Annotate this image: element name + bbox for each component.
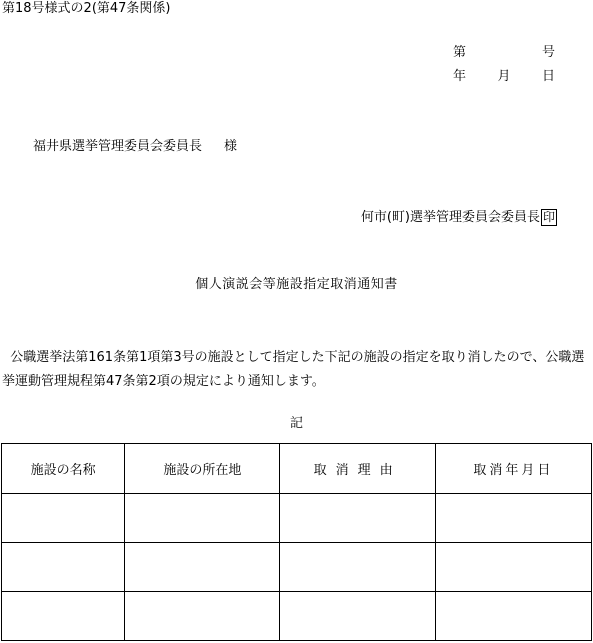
sender-name: 何市(町)選挙管理委員会委員長 — [360, 209, 540, 225]
date-month: 月 — [497, 69, 511, 84]
body-text: 公職選挙法第161条第1項第3号の施設として指定した下記の施設の指定を取り消したので、公職選挙運動管理規程第47条第2項の規定により通知します。 — [2, 350, 585, 389]
table-cell[interactable] — [435, 592, 591, 641]
table-cell[interactable] — [125, 543, 280, 592]
table-cell[interactable] — [125, 592, 280, 641]
seal-mark: 印 — [542, 210, 555, 224]
recipient-honorific: 様 — [224, 139, 238, 154]
number-dai: 第 — [453, 45, 467, 60]
details-table — [1, 443, 592, 641]
recipient — [33, 139, 237, 155]
table-cell[interactable] — [2, 592, 125, 641]
table-cell[interactable] — [280, 494, 435, 543]
number-gou: 号 — [541, 45, 555, 60]
table-header-row — [2, 444, 592, 494]
table-cell[interactable] — [2, 494, 125, 543]
body-paragraph — [2, 346, 592, 394]
table-row — [2, 592, 592, 641]
ki-heading: 記 — [289, 416, 303, 431]
table-cell[interactable] — [435, 543, 591, 592]
header-facility-location: 施設の所在地 — [125, 444, 280, 494]
date-year: 年 — [453, 69, 467, 84]
number-line — [453, 45, 555, 61]
table-row — [2, 543, 592, 592]
header-facility-name: 施設の名称 — [2, 444, 125, 494]
document-title: 個人演説会等施設指定取消通知書 — [195, 277, 398, 292]
form-number: 第18号様式の2(第47条関係) — [2, 1, 171, 16]
date-line — [453, 69, 555, 85]
table-cell[interactable] — [2, 543, 125, 592]
recipient-name: 福井県選挙管理委員会委員長 — [33, 139, 203, 154]
date-day: 日 — [541, 69, 555, 84]
table-row — [2, 494, 592, 543]
header-revocation-reason: 取消理由 — [280, 444, 435, 494]
table-cell[interactable] — [280, 543, 435, 592]
header-revocation-date: 取消年月日 — [435, 444, 591, 494]
table-cell[interactable] — [280, 592, 435, 641]
table-cell[interactable] — [435, 494, 591, 543]
table-cell[interactable] — [125, 494, 280, 543]
sender — [361, 209, 557, 226]
